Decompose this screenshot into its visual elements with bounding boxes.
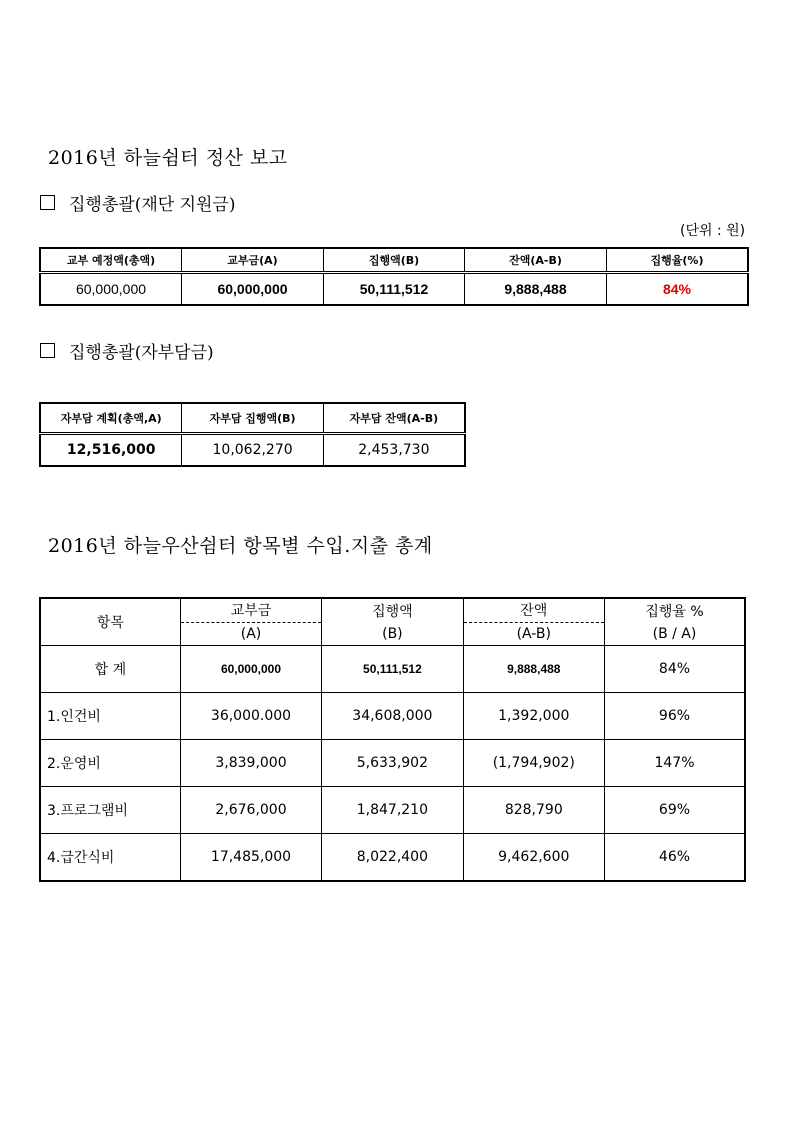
balance-cell: 9,888,488 bbox=[463, 646, 604, 693]
header-cell-spent: 집행액 (B) bbox=[322, 598, 463, 646]
table-row bbox=[40, 273, 748, 306]
header-cell: 자부담 잔액(A-B) bbox=[323, 403, 465, 434]
item-cell: 3.프로그램비 bbox=[40, 787, 180, 834]
rate-cell: 46% bbox=[604, 834, 745, 882]
section-heading-self bbox=[40, 338, 214, 363]
spent-cell: 50,111,512 bbox=[324, 273, 465, 306]
header-cell: 집행액(B) bbox=[324, 248, 465, 273]
table-header-row bbox=[40, 248, 748, 273]
table-row bbox=[40, 834, 745, 882]
section-label: 집행총괄(자부담금) bbox=[69, 343, 214, 363]
grant-cell: 2,676,000 bbox=[180, 787, 321, 834]
grant-cell: 3,839,000 bbox=[180, 740, 321, 787]
table-row bbox=[40, 693, 745, 740]
balance-cell: 9,462,600 bbox=[463, 834, 604, 882]
grant-cell: 17,485,000 bbox=[180, 834, 321, 882]
section-heading-foundation bbox=[40, 190, 235, 215]
table-header-row bbox=[40, 403, 465, 434]
self-balance-cell: 2,453,730 bbox=[323, 434, 465, 467]
table-row bbox=[40, 434, 465, 467]
header-cell: 잔액(A-B) bbox=[465, 248, 607, 273]
spent-cell: 34,608,000 bbox=[322, 693, 463, 740]
rate-cell: 147% bbox=[604, 740, 745, 787]
header-cell: 자부담 계획(총액,A) bbox=[40, 403, 182, 434]
table-header-row bbox=[40, 598, 745, 646]
report-title: 2016년 하늘쉼터 정산 보고 bbox=[48, 147, 288, 169]
foundation-summary-table bbox=[39, 247, 749, 306]
rate-cell: 84% bbox=[604, 646, 745, 693]
header-cell-grant: 교부금 (A) bbox=[180, 598, 321, 646]
item-summary-table bbox=[39, 597, 746, 882]
balance-cell: (1,794,902) bbox=[463, 740, 604, 787]
header-cell: 자부담 집행액(B) bbox=[182, 403, 323, 434]
self-plan-cell: 12,516,000 bbox=[40, 434, 182, 467]
item-cell: 1.인건비 bbox=[40, 693, 180, 740]
header-cell-rate: 집행율 % (B / A) bbox=[604, 598, 745, 646]
summary-title: 2016년 하늘우산쉼터 항목별 수입.지출 총계 bbox=[48, 535, 433, 557]
header-cell: 집행율(%) bbox=[607, 248, 749, 273]
rate-cell: 96% bbox=[604, 693, 745, 740]
unit-note: (단위 : 원) bbox=[680, 223, 746, 239]
item-cell: 2.운영비 bbox=[40, 740, 180, 787]
balance-cell: 1,392,000 bbox=[463, 693, 604, 740]
grant-cell: 60,000,000 bbox=[180, 646, 321, 693]
header-cell-balance: 잔액 (A-B) bbox=[463, 598, 604, 646]
header-cell: 교부금(A) bbox=[182, 248, 324, 273]
grant-cell: 60,000,000 bbox=[182, 273, 324, 306]
spent-cell: 50,111,512 bbox=[322, 646, 463, 693]
table-row bbox=[40, 740, 745, 787]
header-cell-item: 항목 bbox=[40, 598, 180, 646]
checkbox-square-icon bbox=[40, 343, 55, 358]
balance-cell: 828,790 bbox=[463, 787, 604, 834]
spent-cell: 5,633,902 bbox=[322, 740, 463, 787]
self-burden-table bbox=[39, 402, 466, 467]
table-row bbox=[40, 787, 745, 834]
balance-cell: 9,888,488 bbox=[465, 273, 607, 306]
rate-cell: 69% bbox=[604, 787, 745, 834]
spent-cell: 8,022,400 bbox=[322, 834, 463, 882]
header-cell: 교부 예정액(총액) bbox=[40, 248, 182, 273]
table-row bbox=[40, 646, 745, 693]
planned-total-cell: 60,000,000 bbox=[40, 273, 182, 306]
section-label: 집행총괄(재단 지원금) bbox=[69, 195, 236, 215]
item-cell: 합 계 bbox=[40, 646, 180, 693]
item-cell: 4.급간식비 bbox=[40, 834, 180, 882]
self-spent-cell: 10,062,270 bbox=[182, 434, 323, 467]
grant-cell: 36,000.000 bbox=[180, 693, 321, 740]
rate-cell: 84% bbox=[607, 273, 749, 306]
checkbox-square-icon bbox=[40, 195, 55, 210]
spent-cell: 1,847,210 bbox=[322, 787, 463, 834]
